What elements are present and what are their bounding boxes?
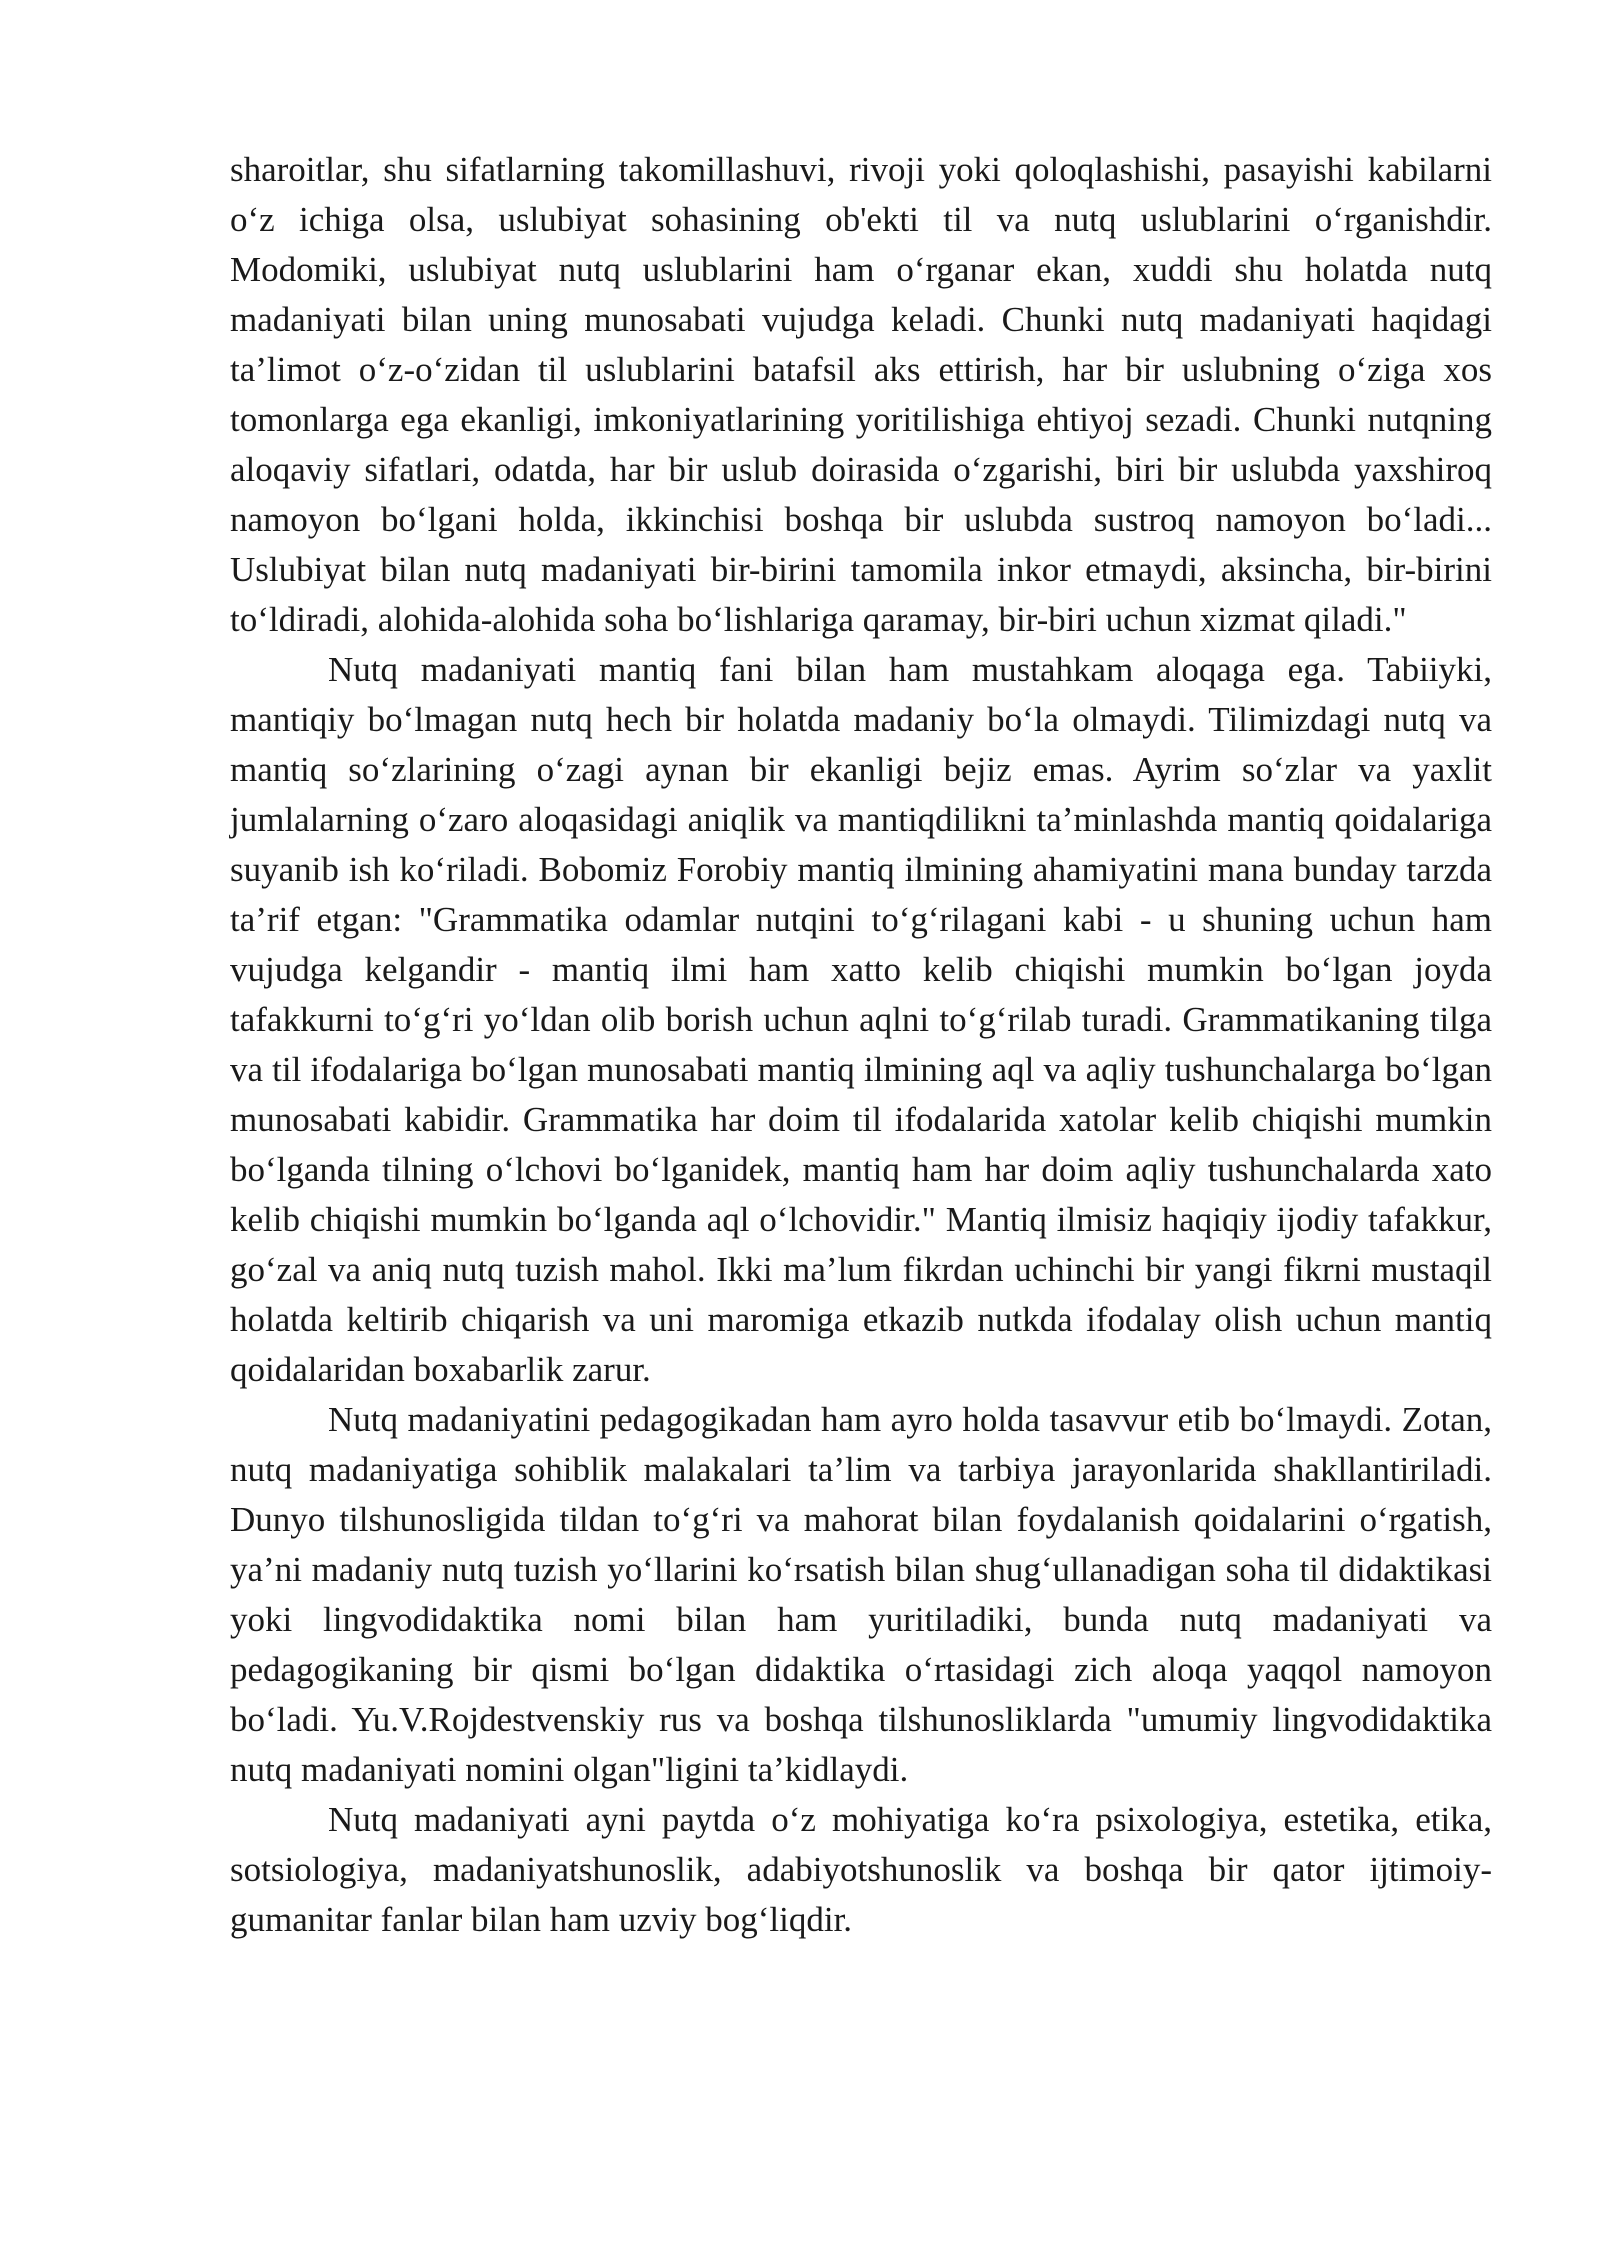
paragraph-3: Nutq madaniyatini pedagogikadan ham ayro holda tasavvur etib bo‘lmaydi. Zotan, nutq madaniyatiga sohiblik malakalari ta’lim va tarbiya jarayonlarida shakllantiriladi. Dunyo tilshunosligida tildan to‘g‘ri va mahorat bilan foydalanish qoidalarini o‘rgatish, ya’ni madaniy nutq tuzish yo‘llarini ko‘rsatish bilan shug‘ullanadigan soha til didaktikasi yoki lingvodidaktika nomi bilan ham yuritiladiki, bunda nutq madaniyati va pedagogikaning bir qismi bo‘lgan didaktika o‘rtasidagi zich aloqa yaqqol namoyon bo‘ladi. Yu.V.Rojdestvenskiy rus va boshqa tilshunosliklarda "umumiy lingvodidaktika nutq madaniyati nomini olgan"ligini ta’kidlaydi. bbox=[230, 1400, 1492, 1789]
document-page bbox=[230, 145, 1492, 1945]
paragraph-2: Nutq madaniyati mantiq fani bilan ham mustahkam aloqaga ega. Tabiiyki, mantiqiy bo‘lmagan nutq hech bir holatda madaniy bo‘la olmaydi. Tilimizdagi nutq va mantiq so‘zlarining o‘zagi aynan bir ekanligi bejiz emas. Ayrim so‘zlar va yaxlit jumlalarning o‘zaro aloqasidagi aniqlik va mantiqdilikni ta’minlashda mantiq qoidalariga suyanib ish ko‘riladi. Bobomiz Forobiy mantiq ilmining ahamiyatini mana bunday tarzda ta’rif etgan: "Grammatika odamlar nutqini to‘g‘rilagani kabi - u shuning uchun ham vujudga kelgandir - mantiq ilmi ham xatto kelib chiqishi mumkin bo‘lgan joyda tafakkurni to‘g‘ri yo‘ldan olib borish uchun aqlni to‘g‘rilab turadi. Grammatikaning tilga va til ifodalariga bo‘lgan munosabati mantiq ilmining aql va aqliy tushunchalarga bo‘lgan munosabati kabidir. Grammatika har doim til ifodalarida xatolar kelib chiqishi mumkin bo‘lganda tilning o‘lchovi bo‘lganidek, mantiq ham har doim aqliy tushunchalarda xato kelib chiqishi mumkin bo‘lganda aql o‘lchovidir." Mantiq ilmisiz haqiqiy ijodiy tafakkur, go‘zal va aniq nutq tuzish mahol. Ikki ma’lum fikrdan uchinchi bir yangi fikrni mustaqil holatda keltirib chiqarish va uni maromiga etkazib nutkda ifodalay olish uchun mantiq qoidalaridan boxabarlik zarur. bbox=[230, 650, 1492, 1389]
paragraph-4: Nutq madaniyati ayni paytda o‘z mohiyatiga ko‘ra psixologiya, estetika, etika, sotsiologiya, madaniyatshunoslik, adabiyotshunoslik va boshqa bir qator ijtimoiy-gumanitar fanlar bilan ham uzviy bog‘liqdir. bbox=[230, 1800, 1492, 1939]
paragraph-1: sharoitlar, shu sifatlarning takomillashuvi, rivoji yoki qoloqlashishi, pasayishi kabilarni o‘z ichiga olsa, uslubiyat sohasining ob'ekti til va nutq uslublarini o‘rganishdir. Modomiki, uslubiyat nutq uslublarini ham o‘rganar ekan, xuddi shu holatda nutq madaniyati bilan uning munosabati vujudga keladi. Chunki nutq madaniyati haqidagi ta’limot o‘z-o‘zidan til uslublarini batafsil aks ettirish, har bir uslubning o‘ziga xos tomonlarga ega ekanligi, imkoniyatlarining yoritilishiga ehtiyoj sezadi. Chunki nutqning aloqaviy sifatlari, odatda, har bir uslub doirasida o‘zgarishi, biri bir uslubda yaxshiroq namoyon bo‘lgani holda, ikkinchisi boshqa bir uslubda sustroq namoyon bo‘ladi... Uslubiyat bilan nutq madaniyati bir-birini tamomila inkor etmaydi, aksincha, bir-birini to‘ldiradi, alohida-alohida soha bo‘lishlariga qaramay, bir-biri uchun xizmat qiladi." bbox=[230, 150, 1492, 639]
